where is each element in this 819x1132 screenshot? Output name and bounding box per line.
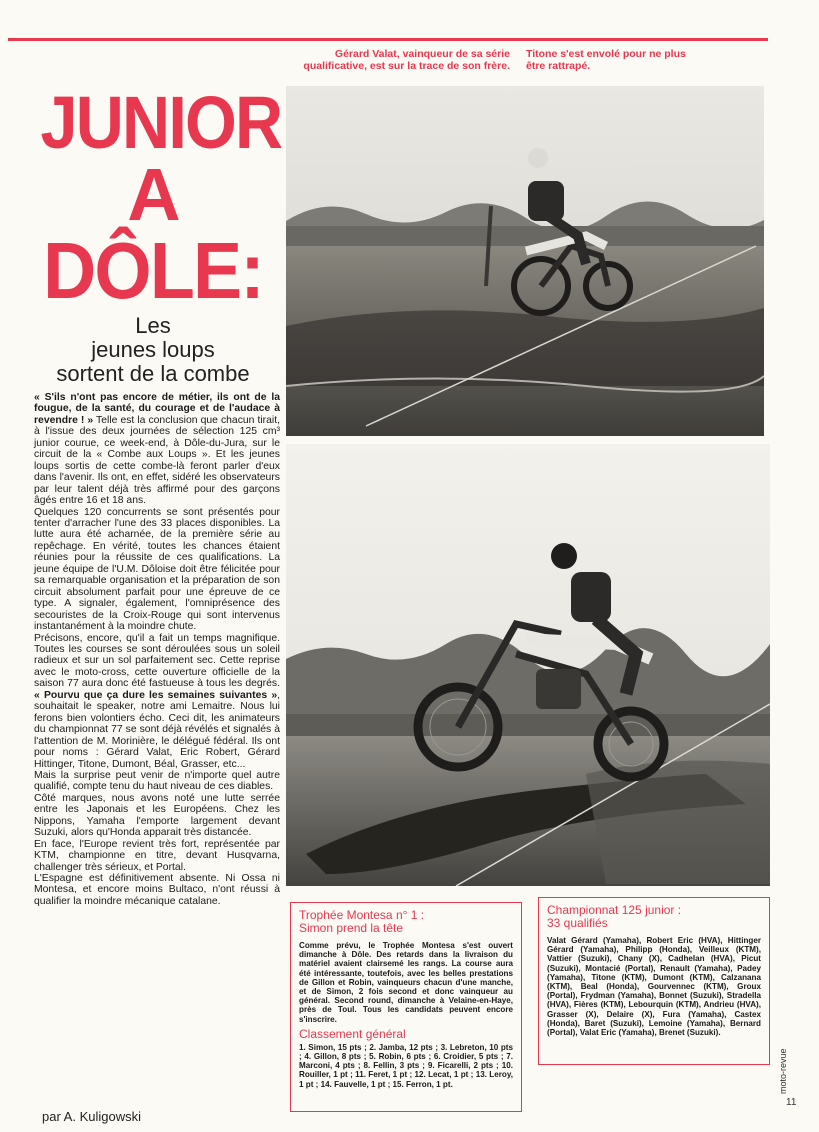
article-paragraph: En face, l'Europe revient très fort, représentée par KTM, championne en titre, devant Husqvarna, challenger très sérieux, et Portal. <box>34 838 280 873</box>
page-number: 11 <box>786 1097 797 1108</box>
article-quote: « Pourvu que ça dure les semaines suivantes » <box>34 689 278 701</box>
byline: par A. Kuligowski <box>42 1109 141 1124</box>
montesa-trophy-box <box>290 902 522 1112</box>
subheadline-line-2: jeunes loups <box>91 337 215 362</box>
headline-line-2: A <box>127 153 179 236</box>
championnat-box-title-line-1: Championnat 125 junior : <box>547 903 682 917</box>
montesa-box-title-line-1: Trophée Montesa n° 1 : <box>299 908 425 922</box>
headline-line-3: DÔLE: <box>43 226 263 315</box>
photo2-caption: Titone s'est envolé pour ne plus être rattrapé. <box>526 48 686 72</box>
article-paragraph: Côté marques, nous avons noté une lutte serrée entre les Japonais et les Européens. Chez les Nippons, Yamaha l'emporte largement devant Suzuki, alors qu'Honda apparait très distancée. <box>34 792 280 839</box>
article-body <box>34 392 280 907</box>
photo-rider-jump-2 <box>286 444 770 886</box>
photo1-illustration <box>286 86 764 436</box>
championnat-box-title-line-2: 33 qualifiés <box>547 916 608 930</box>
montesa-box-title-line-2: Simon prend la tête <box>299 921 404 935</box>
article-text: , souhaitait le speaker, notre ami Lemaitre. Nous lui ferons bien volontiers écho. Ceci dit, les animateurs du championnat 77 se sont déjà révélés et signalés à l'attention de M. Morinière, le délégué fédéral. Ils ont pour noms : Gérard Valat, Eric Robert, Gérard Hittinger, Titone, Dumont, Béal, Grasser, etc... <box>34 689 280 770</box>
article-paragraph: Quelques 120 concurrents se sont présentés pour tenter d'arracher l'une des 33 places disponibles. La lutte aura été acharnée, de la première série au repêchage. En vérité, toutes les chances étaient réunies pour la réussite de ces qualifications. La jeune équipe de l'U.M. Dôloise doit être félicitée pour sa remarquable organisation et la préparation de son circuit absolument parfait pour une épreuve de ce type. A signaler, également, l'omniprésence des secouristes de la Croix-Rouge qui sont intervenus instantanément à la moindre chute. <box>34 506 280 633</box>
article-paragraph <box>34 633 280 770</box>
headline <box>28 81 282 315</box>
top-rule <box>8 38 768 41</box>
article-lead-text: Telle est la conclusion que chacun tirait, à l'issue des deux journées de sélection 125 cm³ junior courue, ce week-end, à Dôle-du-Jura, sur le circuit de la « Combe aux Loups ». Et les jeunes loups sortis de cette combe-là feront parler d'eux dans l'avenir. Ils ont, en effet, sidéré les observateurs par leur talent déjà très affirmé pour des garçons âgés entre 16 et 18 ans. <box>34 414 280 507</box>
article-lead-quote: « S'ils n'ont pas encore de métier, ils ont de la fougue, de la santé, du courage et de l'audace à revendre ! » <box>34 392 280 426</box>
photo-rider-jump-1 <box>286 86 764 436</box>
subheadline-line-1: Les <box>135 313 171 338</box>
article-paragraph: Mais la surprise peut venir de n'importe quel autre qualifié, compte tenu du haut niveau de ces diables. <box>34 769 280 793</box>
photo2-illustration <box>286 444 770 886</box>
subheadline-line-3: sortent de la combe <box>56 361 250 386</box>
magazine-name: moto-revue <box>778 1048 788 1094</box>
article-paragraph <box>34 392 280 507</box>
classement-list: 1. Simon, 15 pts ; 2. Jamba, 12 pts ; 3. Lebreton, 10 pts ; 4. Gillon, 8 pts ; 5. Robin, 6 pts ; 6. Croidier, 5 pts ; 7. Marconi, 4 pts ; 8. Fellin, 3 pts ; 9. Ficarelli, 2 pts ; 10. Rouiller, 1 pt ; 11. Feret, 1 pt ; 12. Lecat, 1 pt ; 13. Leroy, 1 pt ; 14. Fauvelle, 1 pt ; 15. Ferron, 1 pt. <box>299 1042 513 1089</box>
classement-title: Classement général <box>299 1026 406 1041</box>
article-text: Précisons, encore, qu'il a fait un temps magnifique. Toutes les courses se sont déroulées sous un soleil radieux et sur un sol parfaitement sec. Cette reprise avec le moto-cross, cette ouverture officielle de la saison 77 aura donc été fastueuse à tous les degrés. <box>34 632 280 690</box>
championnat-box <box>538 897 770 1065</box>
photo1-caption: Gérard Valat, vainqueur de sa série qualificative, est sur la trace de son frère. <box>303 48 510 72</box>
subheadline <box>28 314 278 386</box>
qualified-list: Valat Gérard (Yamaha), Robert Eric (HVA), Hittinger Gérard (Yamaha), Philipp (Honda), Veilleux (KTM), Vattier (Suzuki), Chany (X), Cadhelan (HVA), Picut (Suzuki), Montacié (Portal), Renault (Yamaha), Padey (Yamaha), Titone (KTM), Dumont (KTM), Calzanana (KTM), Beal (Honda), Gourvennec (KTM), Groux (Portal), Frydman (Yamaha), Bonnet (Suzuki), Stradella (HVA), Fières (KTM), Lebourquin (KTM), Andrieu (HVA), Grasser (X), Delaire (X), Fura (Yamaha), Castex (Honda), Baret (Suzuki), Lemoine (Yamaha), Bernard (Portal), Valat Eric (Yamaha), Brenet (Suzuki). <box>547 936 761 1038</box>
montesa-box-text: Comme prévu, le Trophée Montesa s'est ouvert dimanche à Dôle. Des retards dans la livraison du matériel avaient clairsemé les rangs. La course aura été intéressante, toutefois, avec les belles prestations de Gillon et Robin, vainqueurs chacun d'une manche, et de Simon, 2 fois second et donc vainqueur au général. Second round, dimanche à Velaine-en-Haye, près de Toul. Tous les candidats peuvent encore s'inscrire. <box>299 941 513 1024</box>
headline-line-1: JUNIOR <box>40 81 282 164</box>
article-paragraph: L'Espagne est définitivement absente. Ni Ossa ni Montesa, et encore moins Bultaco, n'ont réussi à qualifier la moindre mécanique catalane. <box>34 873 280 907</box>
